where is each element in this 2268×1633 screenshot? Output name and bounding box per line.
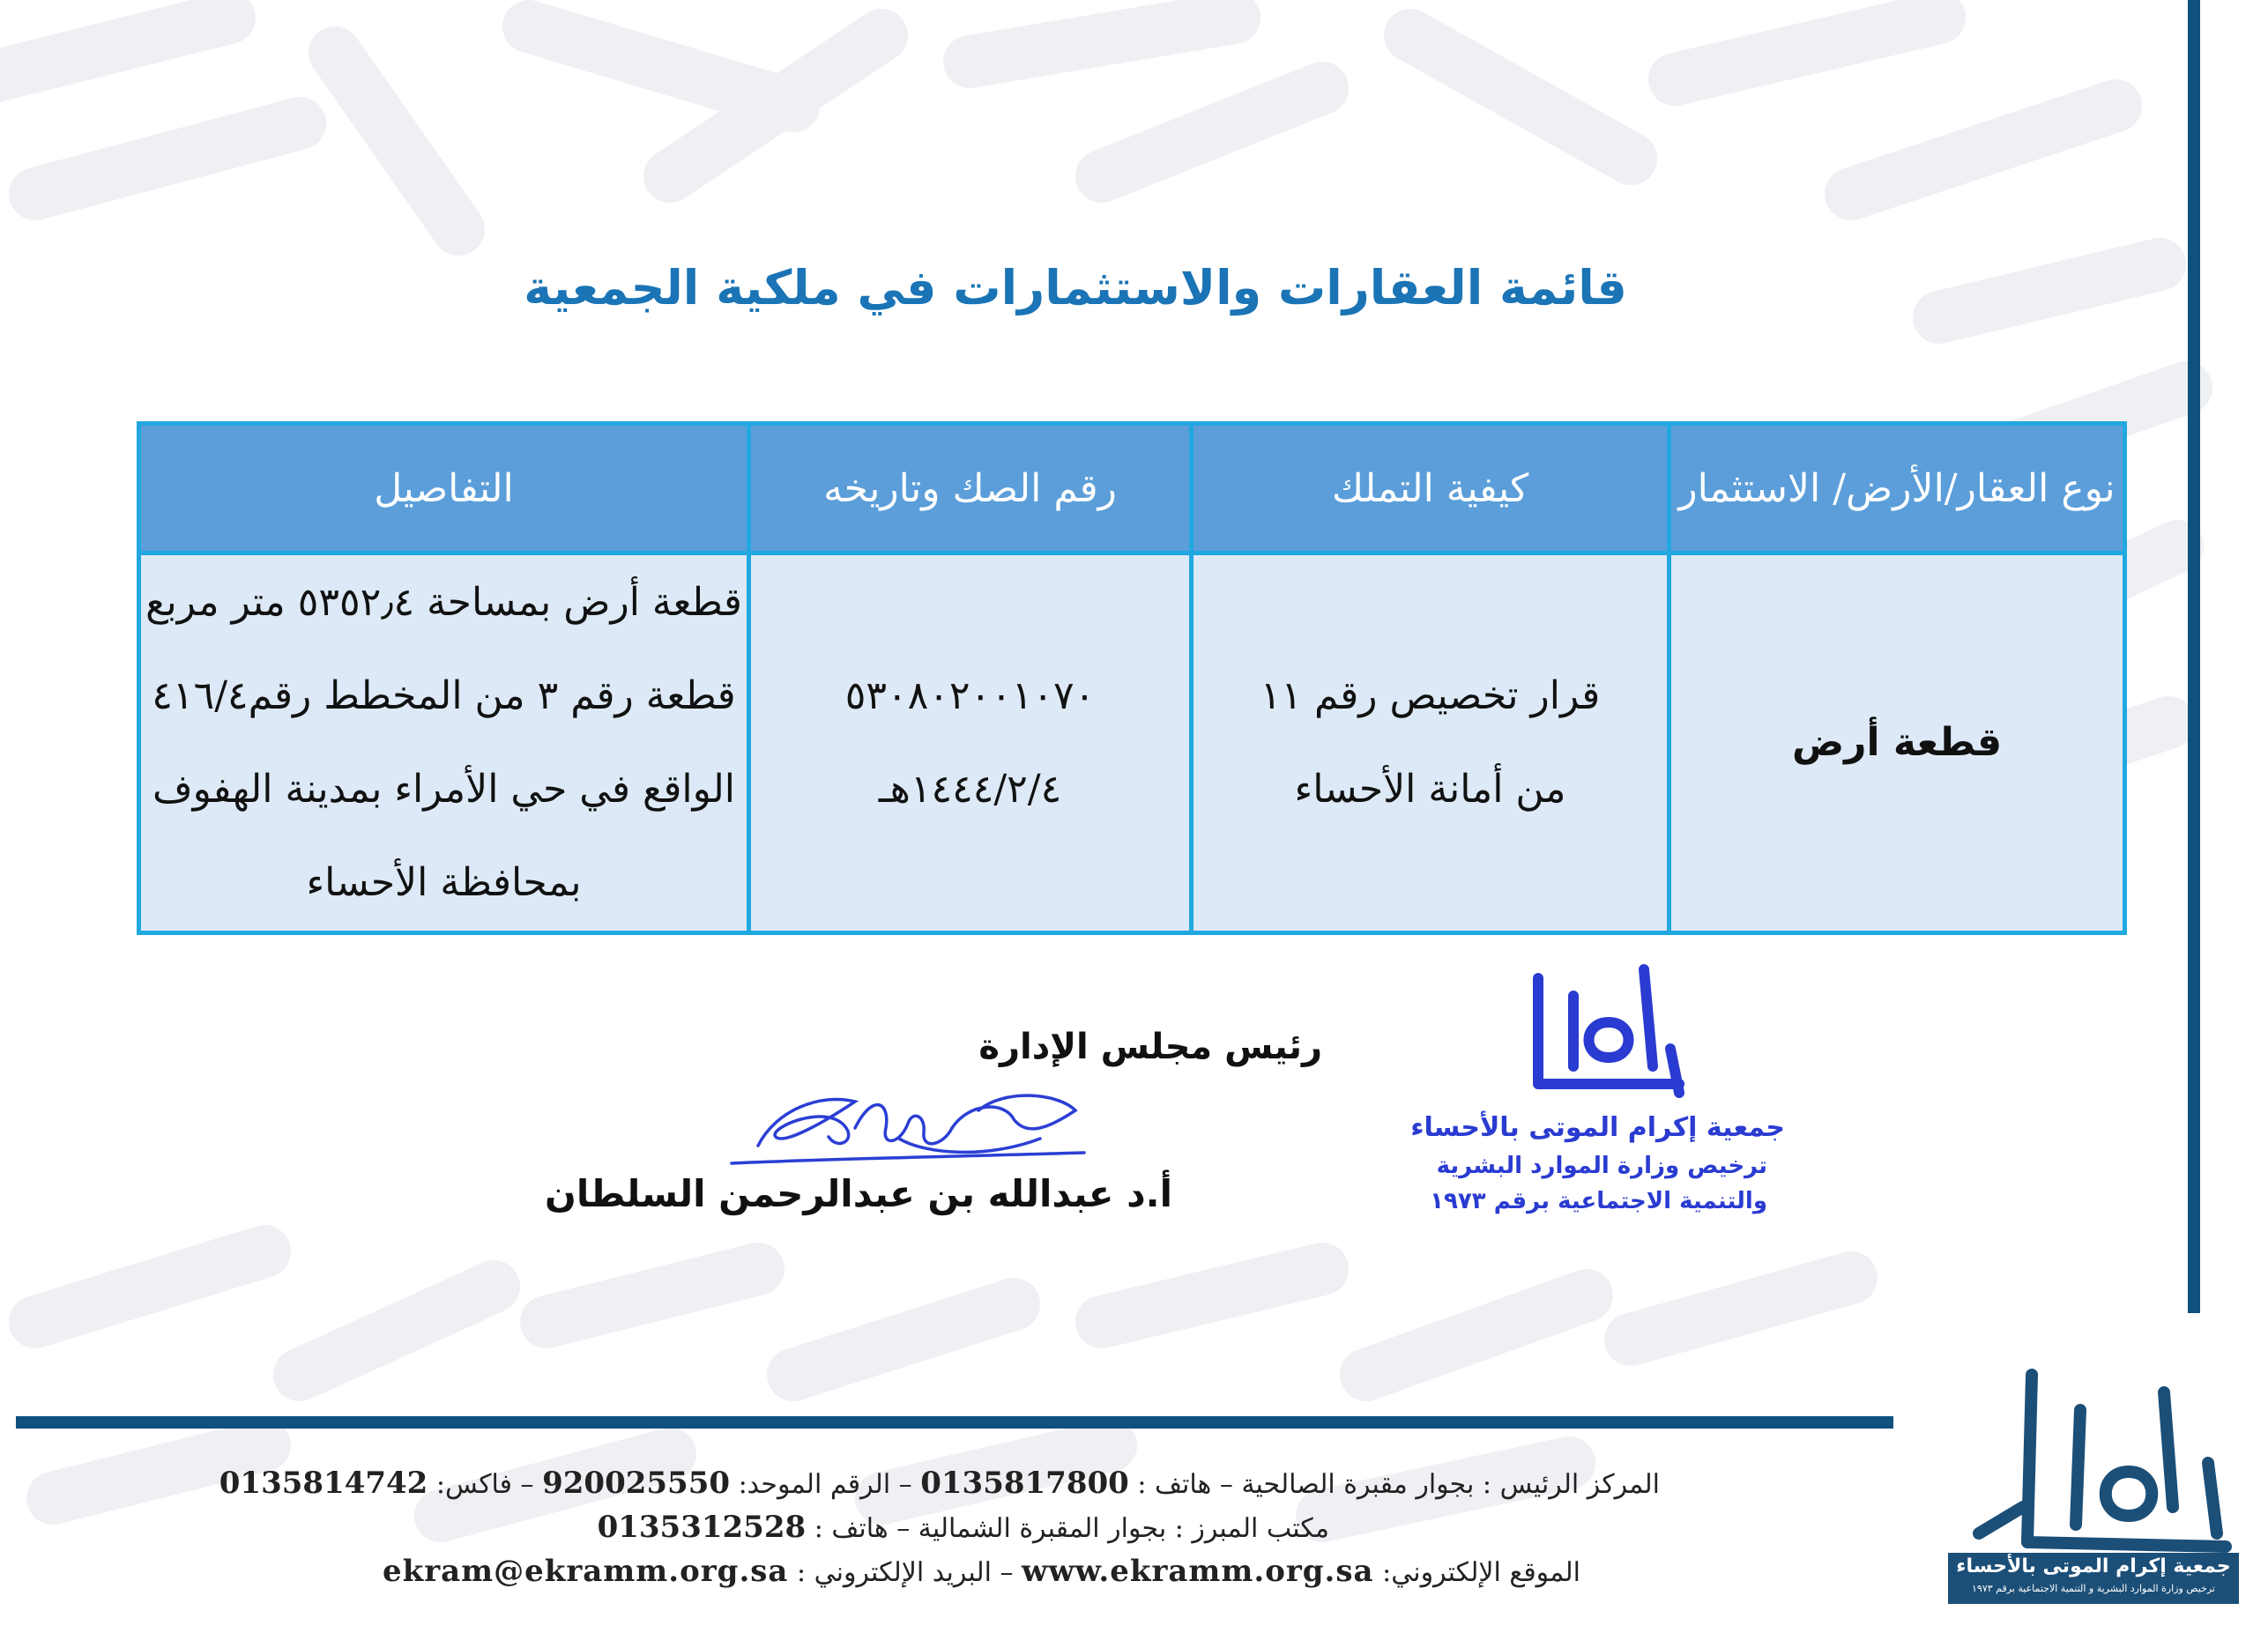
corner-logo-name: جمعية إكرام الموتى بالأحساء: [1956, 1555, 2231, 1577]
footer-web-label: الموقع الإلكتروني:: [1382, 1557, 1580, 1588]
details-line-4: بمحافظة الأحساء: [306, 860, 582, 905]
stamp-line-1: جمعية إكرام الموتى بالأحساء: [1410, 1112, 1785, 1143]
stamp-line-3: والتنمية الاجتماعية برقم ١٩٧٣: [1430, 1188, 1767, 1214]
handwritten-signature: [723, 1075, 1093, 1172]
footer-email-label: – البريد الإلكتروني :: [797, 1557, 1014, 1588]
footer-email-link[interactable]: ekram@ekramm.org.sa: [383, 1554, 789, 1589]
table-header-row: [139, 424, 2125, 553]
header-property-type: نوع العقار/الأرض/ الاستثمار: [1669, 424, 2125, 553]
details-line-2: قطعة رقم ٣ من المخطط رقم٤١٦/٤: [152, 673, 736, 718]
stamp-logo-icon: [1512, 947, 1688, 1110]
footer-rule: [16, 1416, 1893, 1429]
organization-stamp: [1410, 947, 1794, 1251]
right-border-rule: [2188, 0, 2200, 1313]
footer-contact: [383, 1554, 1580, 1589]
footer-branch-phone: 0135312528: [597, 1510, 807, 1545]
header-ownership: كيفية التملك: [1192, 424, 1669, 553]
corner-logo-banner: [1948, 1553, 2239, 1604]
properties-table: [137, 421, 2127, 935]
deed-date: ١٤٤٤/٢/٤هـ: [878, 767, 1062, 812]
signatory-title: رئيس مجلس الإدارة: [978, 1027, 1322, 1067]
deed-number: ٥٣٠٨٠٢٠٠١٠٧٠: [844, 673, 1096, 718]
page-title: قائمة العقارات والاستثمارات في ملكية الجمعية: [524, 260, 1627, 315]
details-line-1: قطعة أرض بمساحة ٥٣٥٢٫٤ متر مربع: [145, 580, 742, 625]
footer-branch-label: مكتب المبرز : بجوار المقبرة الشمالية – هاتف :: [814, 1513, 1329, 1544]
footer-main-label: المركز الرئيس : بجوار مقبرة الصالحية – هاتف :: [1137, 1469, 1660, 1500]
stamp-logo-text: إكرام: [1512, 947, 1543, 964]
footer-main-phone: 0135817800: [920, 1466, 1129, 1501]
footer-fax-label: – فاكس:: [435, 1469, 534, 1500]
ownership-line-1: قرار تخصيص رقم ١١: [1260, 673, 1601, 718]
footer-address-branch: [598, 1510, 1329, 1545]
stamp-line-2: ترخيص وزارة الموارد البشرية: [1436, 1153, 1767, 1179]
signatory-name: أ.د عبدالله بن عبدالرحمن السلطان: [544, 1172, 1172, 1215]
footer-unified-number: 920025550: [542, 1466, 731, 1501]
cell-deed: [749, 553, 1192, 933]
header-deed: رقم الصك وتاريخه: [749, 424, 1192, 553]
cell-ownership: [1192, 553, 1669, 933]
header-details: التفاصيل: [139, 424, 749, 553]
table-row: [139, 553, 2125, 933]
footer-address-main: [219, 1466, 1660, 1501]
footer-unified-label: – الرقم الموحد:: [738, 1469, 912, 1500]
cell-property-type: قطعة أرض: [1669, 553, 2125, 933]
details-line-3: الواقع في حي الأمراء بمدينة الهفوف: [152, 767, 736, 812]
ownership-line-2: من أمانة الأحساء: [1294, 767, 1566, 812]
footer-fax-number: 0135814742: [219, 1466, 428, 1501]
corner-logo-subtitle: ترخيص وزارة الموارد البشرية و التنمية الاجتماعية برقم ١٩٧٣: [1972, 1583, 2215, 1594]
footer-website-link[interactable]: www.ekramm.org.sa: [1022, 1554, 1374, 1589]
cell-details: [139, 553, 749, 933]
